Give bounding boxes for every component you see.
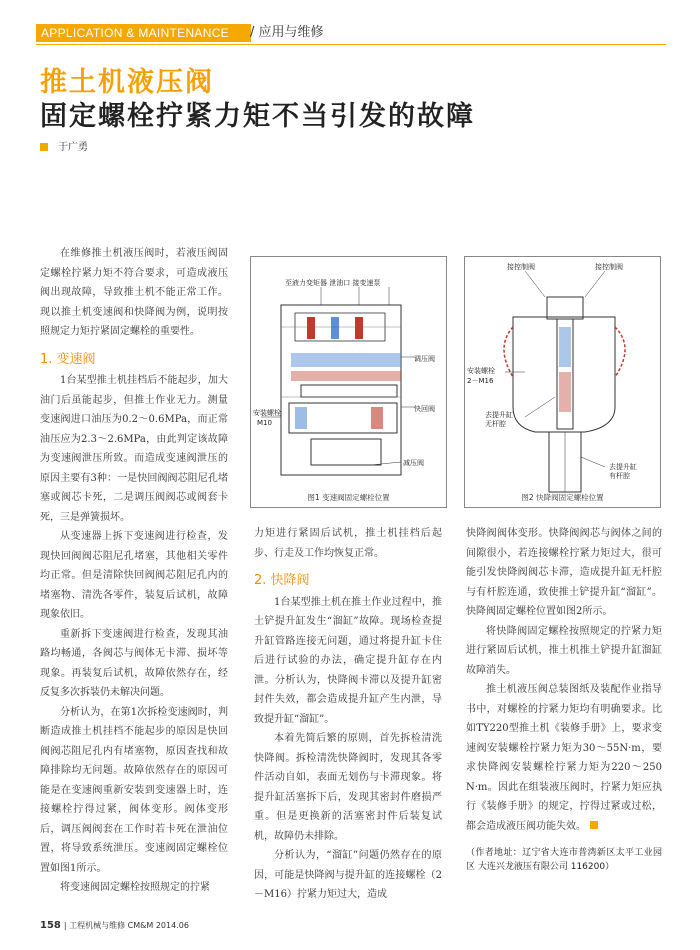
article-title-line2: 固定螺栓拧紧力矩不当引发的故障 (40, 101, 475, 132)
section-heading-2: 2. 快降阀 (254, 573, 310, 588)
paragraph: 分析认为，“溜缸”问题仍然存在的原因，可能是快降阀与提升缸的连接螺栓（2－M16）拧紧力矩过大，造成 (254, 850, 442, 900)
label-bolt: 安装螺栓 (253, 409, 281, 417)
column-2 (254, 524, 442, 905)
section-tag (36, 24, 251, 42)
end-mark-icon (590, 821, 598, 829)
label-bolt: 安装螺栓 (467, 367, 495, 375)
label-rodless-line2: 无杆腔 (485, 420, 506, 428)
paragraph: 分析认为，在第1次拆检变速阀时，判断造成推土机挂档不能起步的原因是快回阀阀芯阻尼孔内有堵塞物，原因查找和故障排除均无问题。故障依然存在的原因可能是在变速阀重新安装到变速器上时，连接螺栓拧得过紧，阀体变形。阀体变形后，调压阀阀套在工作时若卡死在泄油位置，将导致系统泄压。变速阀固定螺栓位置如图1所示。 (40, 706, 228, 874)
column-1 (40, 244, 228, 898)
paragraph: 将快降阀固定螺栓按照规定的拧紧力矩进行紧固后试机，推土机推土铲提升缸溜缸故障消失。 (466, 625, 662, 676)
section-heading-1: 1. 变速阀 (40, 351, 96, 367)
figure-2-caption: 图2 快降阀固定螺栓位置 (521, 493, 604, 502)
figure-1 (250, 256, 447, 508)
label-control-valve-2: 接控制阀 (595, 263, 623, 271)
paragraph: 将变速阀固定螺栓按照规定的拧紧 (60, 882, 210, 893)
label-bolt-spec: 2－M16 (467, 377, 494, 385)
paragraph: 力矩进行紧固后试机，推土机挂档后起步、行走及工作均恢复正常。 (254, 528, 442, 559)
label-rod-line1: 去提升缸 (609, 463, 637, 471)
column-3 (466, 524, 662, 874)
paragraph: 1台某型推土机在推土作业过程中，推土铲提升缸发生“溜缸”故障。现场检查提升缸管路连接无问题，通过将提升缸卡住后进行试验的办法，确定提升缸存在内泄。分析认为，快降阀卡滞以及提升缸密封件失效，都会造成提升缸产生内泄，导致提升缸“溜缸”。 (254, 596, 442, 725)
section-cn: / 应用与维修 (250, 25, 324, 40)
label-rod-line2: 有杆腔 (609, 472, 630, 480)
figure-2 (464, 256, 661, 508)
author-line (40, 138, 88, 153)
label-ports: 至液力变矩器 泄油口 接变速泵 (285, 279, 381, 287)
label-rodless-line1: 去提升缸 (485, 411, 513, 419)
label-reducing-valve: 减压阀 (403, 459, 424, 467)
label-bolt-spec: M10 (257, 419, 272, 427)
article-title-line1: 推土机液压阀 (40, 67, 214, 98)
paragraph: 从变速器上拆下变速阀进行检查，发现快回阀阀芯阻尼孔堵塞，其他相关零件均正常。但是清除快回阀阀芯阻尼孔内的堵塞物、清洗各零件，装复后试机，故障现象依旧。 (40, 531, 228, 620)
paragraph: 本着先简后繁的原则，首先拆检清洗快降阀。拆检清洗快降阀时，发现其各零件活动自如，表面无划伤与卡滞现象。将提升缸活塞拆下后，发现其密封件磨损严重。但是更换新的活塞密封件后装复试机，故障仍未排除。 (254, 733, 442, 842)
label-control-valve-1: 接控制阀 (507, 263, 535, 271)
paragraph: 1台某型推土机挂档后不能起步，加大油门后虽能起步，但推土作业无力。测量变速阀进口油压为0.2～0.6MPa，而正常油压应为2.3～2.6MPa，由此判定该故障为变速阀泄压所致。而造成变速阀泄压的原因主要有3种：一是快回阀阀芯阻尼孔堵塞或阀芯卡死，二是调压阀阀芯或阀套卡死，三是弹簧损坏。 (40, 375, 228, 523)
author-name: 于广勇 (58, 142, 88, 153)
label-rodless-chamber (485, 411, 513, 429)
label-quick-return-valve: 快回阀 (414, 405, 435, 413)
paragraph: 重新拆下变速阀进行检查，发现其油路均畅通，各阀芯与阀体无卡滞、损坏等现象。再装复后试机，故障依然存在，经反复多次拆装仍未解决问题。 (40, 628, 228, 698)
figure-1-caption: 图1 变速阀固定螺栓位置 (307, 493, 390, 502)
closing-text: 推土机液压阀总装图纸及装配作业指导书中，对螺栓的拧紧力矩均有明确要求。比如TY220型推土机《装修手册》上，要求变速阀安装螺栓拧紧力矩为30～55N·m，要求快降阀安装螺栓拧紧力矩为220～250 N·m。因此在组装液压阀时，拧紧力矩应执行《装修手册》的规定，拧得过紧或过松，都会造成液压阀功能失效。 (466, 684, 662, 832)
label-pressure-valve: 调压阀 (414, 355, 435, 363)
section-en: APPLICATION & MAINTENANCE (41, 26, 229, 40)
author-address: （作者地址：辽宁省大连市普湾新区太平工业园区 大连兴龙液压有限公司 116200） (466, 848, 662, 872)
label-rod-chamber (609, 463, 637, 481)
page-footer (40, 920, 189, 931)
transmission-valve-diagram (251, 257, 446, 507)
paragraph (466, 680, 662, 836)
page-number: 158 (40, 920, 61, 931)
journal-info: | 工程机械与维修 CM&M 2014.06 (63, 921, 189, 930)
author-bullet-icon (40, 143, 48, 151)
header-divider (36, 44, 666, 45)
intro-paragraph: 在维修推土机液压阀时，若液压阀固定螺栓拧紧力矩不符合要求，可造成液压阀出现故障，导致推土机不能正常工作。现以推土机变速阀和快降阀为例，说明按照规定力矩拧紧固定螺栓的重要性。 (40, 248, 228, 337)
paragraph: 快降阀阀体变形。快降阀阀芯与阀体之间的间隙很小，若连接螺栓拧紧力矩过大，很可能引发快降阀阀芯卡滞，造成提升缸无杆腔与有杆腔连通，致使推土铲提升缸“溜缸”。快降阀固定螺栓位置如图2所示。 (466, 528, 662, 617)
